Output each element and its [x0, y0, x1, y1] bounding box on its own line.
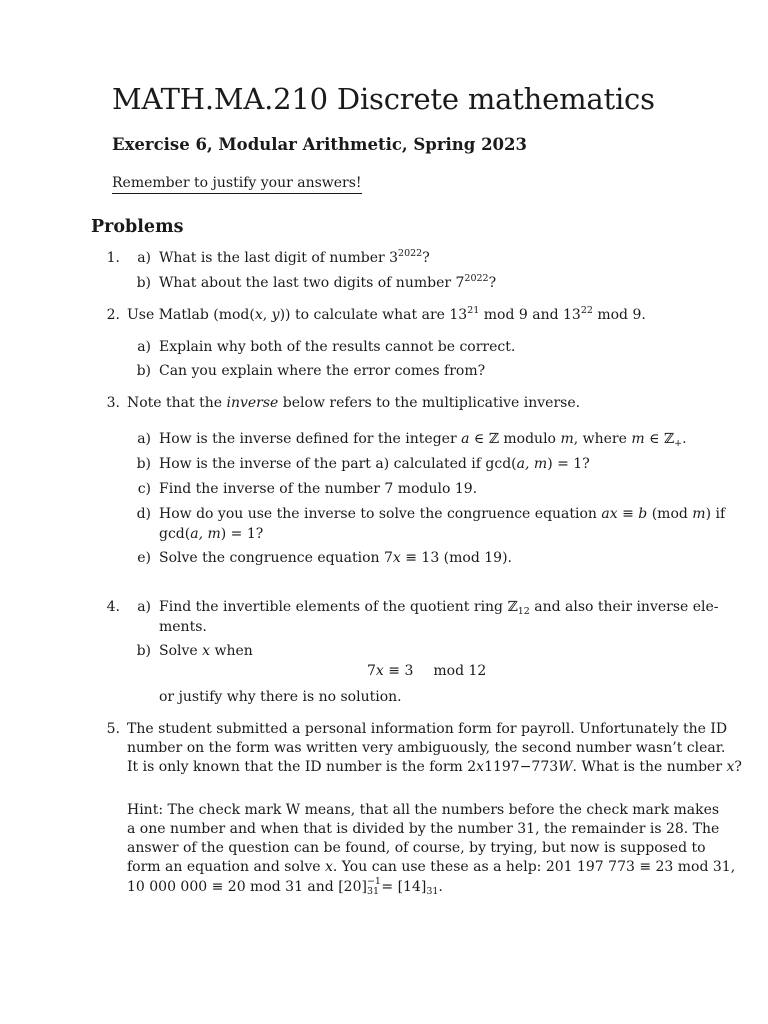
problem-2a-text: Explain why both of the results cannot be correct.	[159, 339, 516, 355]
hint-line1: Hint: The check mark W means, that all the numbers before the check mark makes	[127, 802, 720, 818]
problem-number-5: 5.	[106, 721, 120, 737]
hint-line3: answer of the question can be found, of course, by trying, but now is supposed to	[127, 840, 706, 856]
problem-2b-text: Can you explain where the error comes from?	[159, 363, 486, 379]
problem-3d-line1: How do you use the inverse to solve the congruence equation ax ≡ b (mod m) if	[159, 506, 726, 522]
problem-5-line3: It is only known that the ID number is the form 2x1197−773W. What is the number x?	[127, 759, 742, 775]
hint-line5: 10 000 000 ≡ 20 mod 31 and [20] −1 31 = $[14]_{31}$.	[127, 876, 443, 897]
label-1a: a)	[137, 250, 151, 266]
problem-5-line2: number on the form was written very ambiguously, the second number wasn’t clear.	[127, 740, 726, 756]
justify-reminder: Remember to justify your answers!	[112, 175, 362, 194]
page-subtitle: Exercise 6, Modular Arithmetic, Spring 2023	[112, 135, 527, 154]
problem-4b-after: or justify why there is no solution.	[159, 689, 402, 705]
problem-3d-line2: gcd(a, m) = 1?	[159, 526, 264, 542]
hint-line2: a one number and when that is divided by the number 31, the remainder is 28. The	[127, 821, 720, 837]
problem-number-1: 1.	[106, 250, 120, 266]
problem-3a-text: How is the inverse defined for the integer a ∈ ℤ modulo m, where m ∈ ℤ$_+$.	[159, 431, 687, 449]
problem-4a-line1: Find the invertible elements of the quotient ring ℤ$_{12}$ and also their inverse ele-	[159, 599, 719, 617]
problem-number-2: 2.	[106, 307, 120, 323]
label-3c: c)	[137, 481, 151, 497]
label-3a: a)	[137, 431, 151, 447]
problem-1a-text: What is the last digit of number $3^{2022}$?	[159, 248, 430, 266]
problem-1b-text: What about the last two digits of number $7^{2022}$?	[159, 273, 497, 291]
label-2b: b)	[136, 363, 151, 379]
label-2a: a)	[137, 339, 151, 355]
problem-3e-text: Solve the congruence equation 7x ≡ 13 (mod 19).	[159, 550, 512, 566]
problem-3c-text: Find the inverse of the number 7 modulo 19.	[159, 481, 478, 497]
problem-3-text: Note that the inverse below refers to the multiplicative inverse.	[127, 395, 581, 411]
problem-number-4: 4.	[106, 599, 120, 615]
problem-3b-text: How is the inverse of the part a) calculated if gcd(a, m) = 1?	[159, 456, 590, 472]
problem-number-3: 3.	[106, 395, 120, 411]
problems-heading: Problems	[91, 217, 184, 237]
problem-4b-equation: 7x ≡ 3 mod 12	[367, 663, 487, 679]
label-4a: a)	[137, 599, 151, 615]
label-3d: d)	[136, 506, 151, 522]
label-1b: b)	[136, 275, 151, 291]
problem-4b-text: Solve x when	[159, 643, 253, 659]
page-title: MATH.MA.210 Discrete mathematics	[112, 82, 655, 116]
hint-line4: form an equation and solve x. You can use these as a help: 201 197 773 ≡ 23 mod 31,	[127, 859, 736, 875]
problem-2-text: Use Matlab (mod(x, y)) to calculate what are $13^{21}$ mod 9 and $13^{22}$ mod 9.	[127, 305, 646, 323]
label-3e: e)	[137, 550, 151, 566]
label-4b: b)	[136, 643, 151, 659]
problem-4a-line2: ments.	[159, 619, 207, 635]
problem-5-line1: The student submitted a personal information form for payroll. Unfortunately the ID	[127, 721, 728, 737]
label-3b: b)	[136, 456, 151, 472]
